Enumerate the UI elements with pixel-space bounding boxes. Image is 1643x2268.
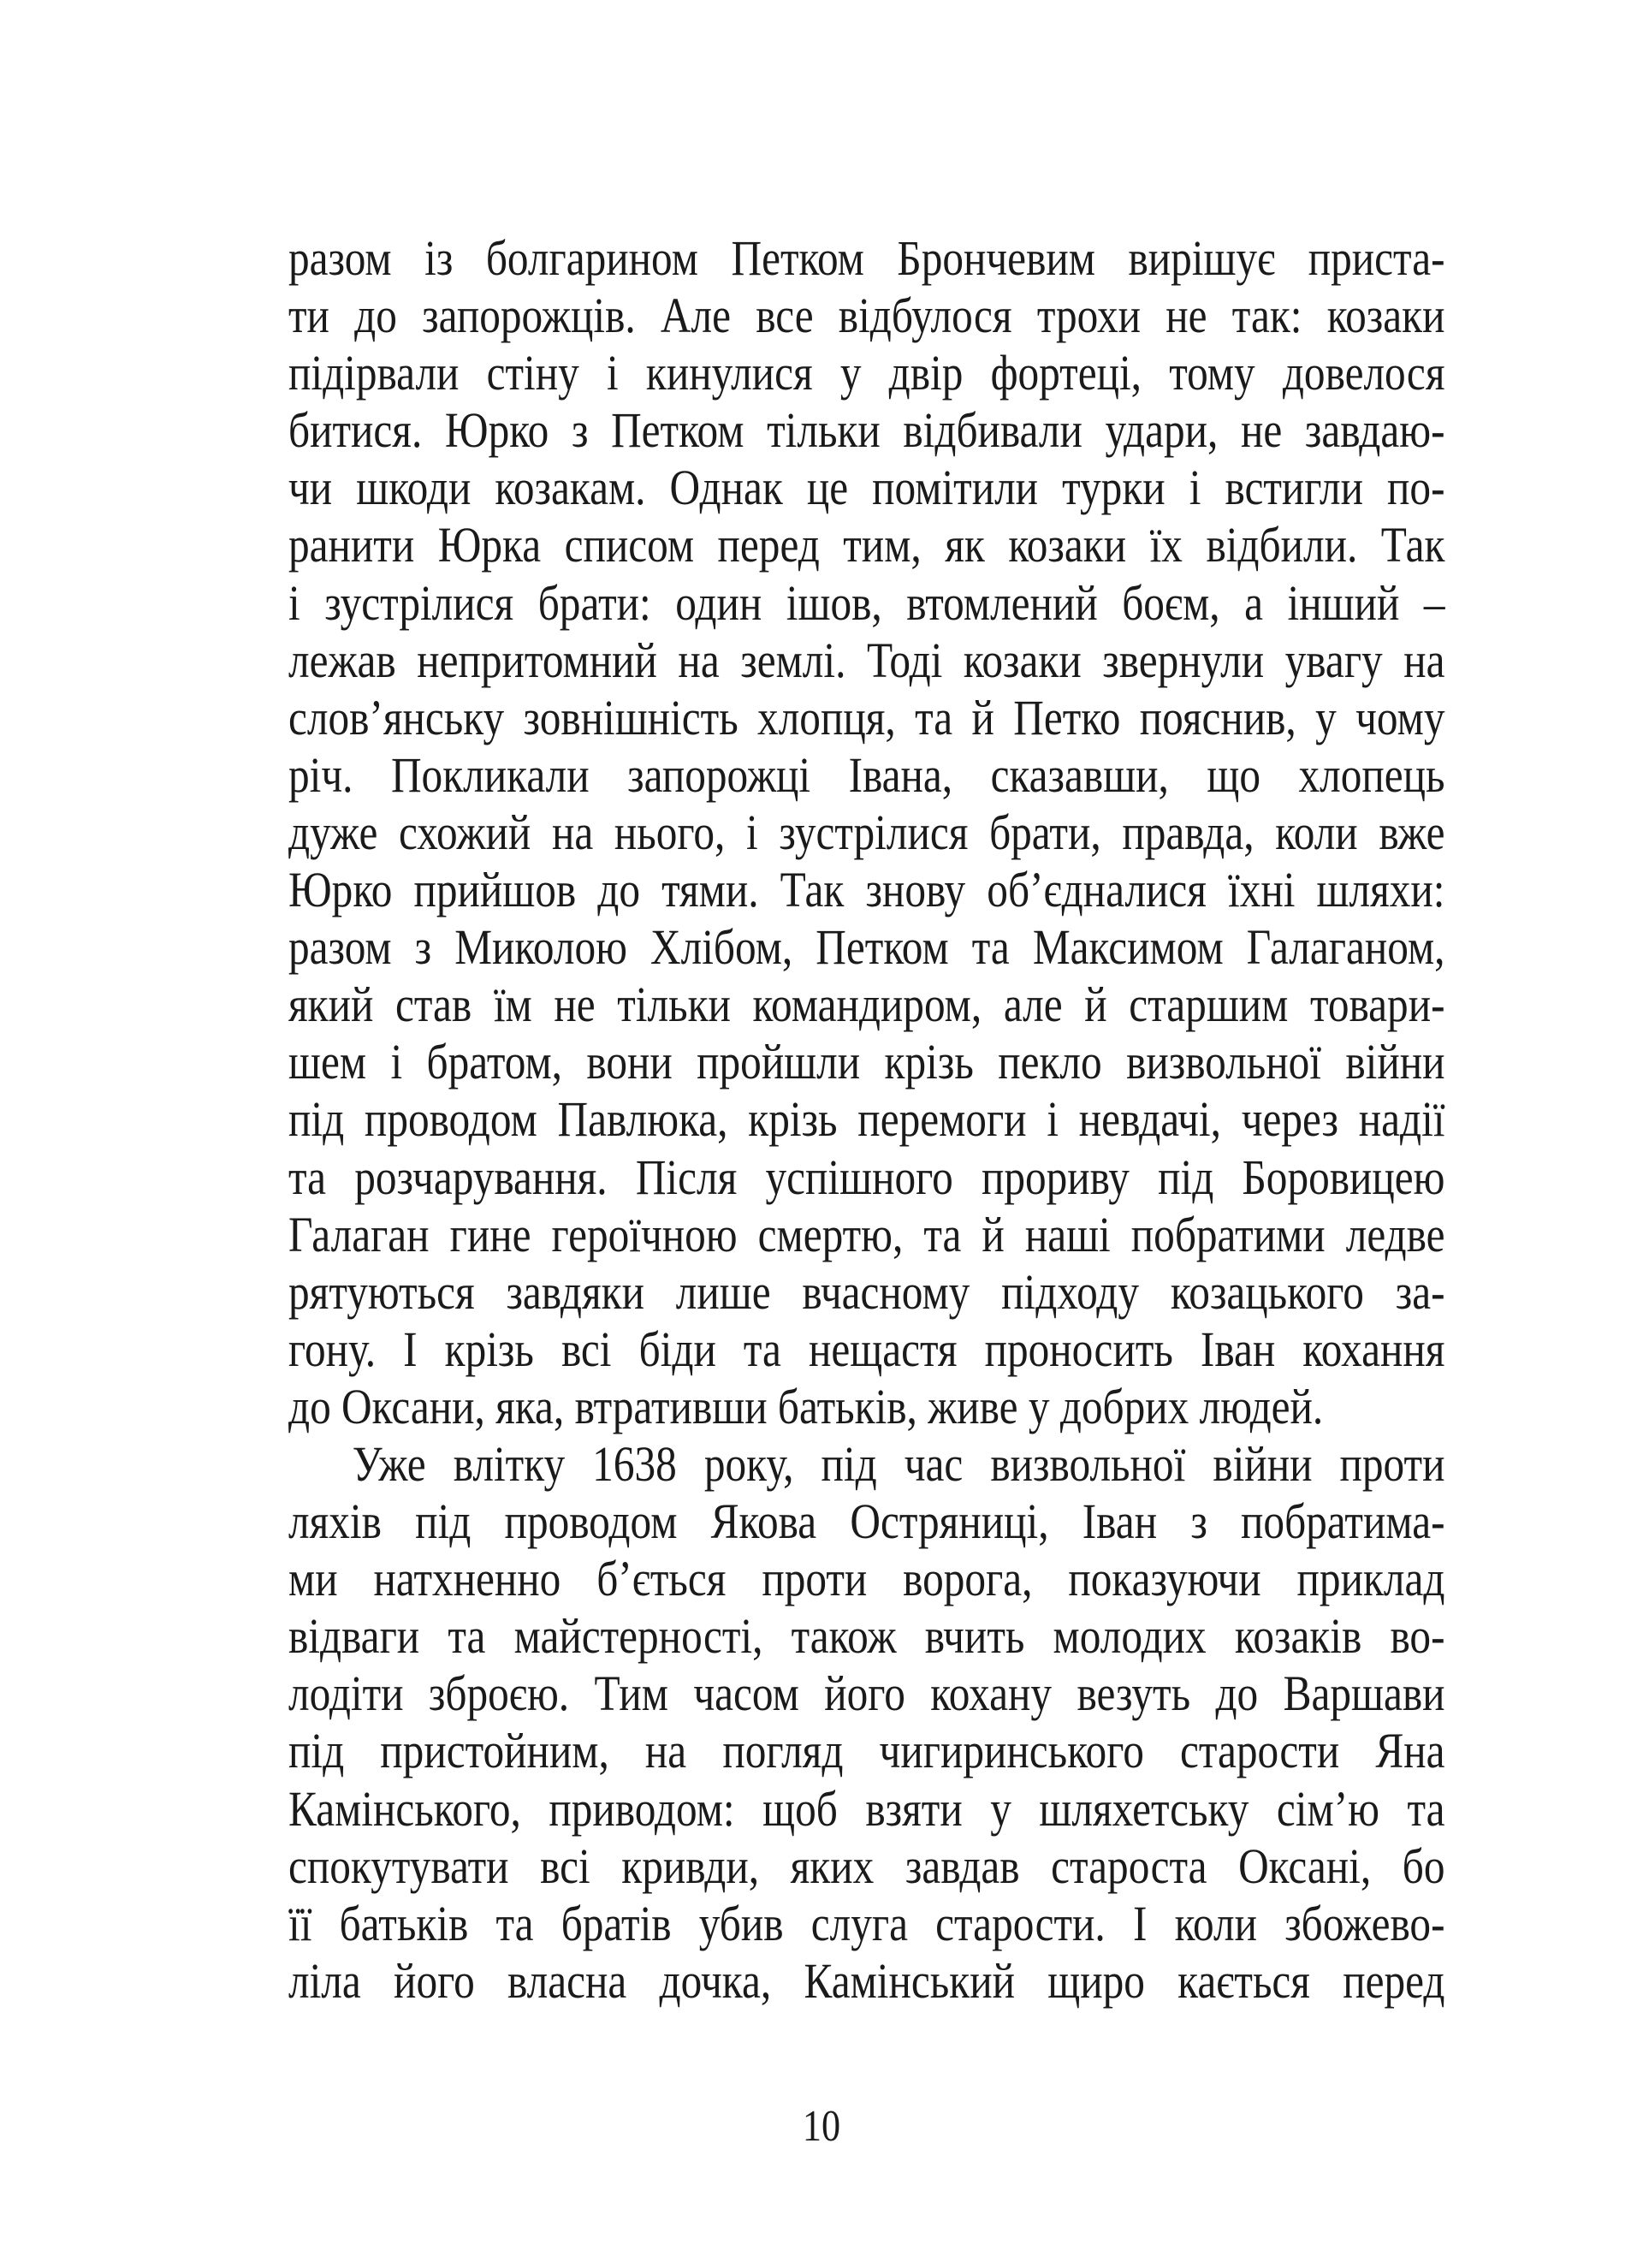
- text-line: разом з Миколою Хлібом, Петком та Максимом Галаганом,: [288, 919, 1445, 976]
- paragraph: [288, 1435, 1445, 2010]
- text-line: разом із болгарином Петком Брончевим вирішує приста-: [288, 230, 1445, 286]
- text-line: до Оксани, яка, втративши батьків, живе у добрих людей.: [288, 1378, 1324, 1434]
- text-line: під пристойним, на погляд чигиринського старости Яна: [288, 1723, 1445, 1779]
- text-line: Уже влітку 1638 року, під час визвольної війни проти: [352, 1435, 1445, 1492]
- text-line: ми натхненно б’ється проти ворога, показуючи приклад: [288, 1551, 1445, 1607]
- text-line: ліла його власна дочка, Камінський щиро кається перед: [288, 1952, 1445, 2009]
- text-line: і зустрілися брати: один ішов, втомлений боєм, а інший –: [288, 574, 1445, 631]
- text-line: Юрко прийшов до тями. Так знову об’єдналися їхні шляхи:: [288, 862, 1445, 918]
- text-line: битися. Юрко з Петком тільки відбивали удари, не завдаю-: [288, 402, 1445, 459]
- text-line: річ. Покликали запорожці Івана, сказавши, що хлопець: [288, 746, 1445, 803]
- text-line: відваги та майстерності, також вчить молодих козаків во-: [288, 1608, 1445, 1665]
- text-line: її батьків та братів убив слуга старости. І коли збожево-: [288, 1895, 1445, 1951]
- text-line: лежав непритомний на землі. Тоді козаки звернули увагу на: [288, 632, 1445, 688]
- text-line: слов’янську зовнішність хлопця, та й Петко пояснив, у чому: [288, 689, 1445, 745]
- text-line: Галаган гине героїчною смертю, та й наші побратими ледве: [288, 1206, 1445, 1262]
- text-line: ти до запорожців. Але все відбулося трохи не так: козаки: [288, 288, 1445, 344]
- text-line: під проводом Павлюка, крізь перемоги і невдачі, через надії: [288, 1091, 1445, 1148]
- page-number: 10: [802, 2102, 841, 2151]
- text-line: який став їм не тільки командиром, але й старшим товари-: [288, 977, 1445, 1033]
- text-line: та розчарування. Після успішного прориву під Боровицею: [288, 1149, 1445, 1205]
- text-line: шем і братом, вони пройшли крізь пекло визвольної війни: [288, 1034, 1445, 1090]
- text-line: рятуються завдяки лише вчасному підходу козацького за-: [288, 1263, 1445, 1320]
- text-line: гону. І крізь всі біди та нещастя проносить Іван кохання: [288, 1321, 1445, 1377]
- text-line: ляхів під проводом Якова Остряниці, Іван з побратима-: [288, 1493, 1445, 1550]
- text-line: ранити Юрка списом перед тим, як козаки їх відбили. Так: [288, 517, 1445, 573]
- text-line: підірвали стіну і кинулися у двір фортеці, тому довелося: [288, 345, 1445, 401]
- text-line: спокутувати всі кривди, яких завдав староста Оксані, бо: [288, 1838, 1445, 1894]
- text-line: дуже схожий на нього, і зустрілися брати, правда, коли вже: [288, 804, 1445, 860]
- text-line: Камінського, приводом: щоб взяти у шляхетську сім’ю та: [288, 1780, 1445, 1837]
- paragraph: [288, 229, 1445, 1435]
- body-text: [288, 229, 1445, 2010]
- text-line: лодіти зброєю. Тим часом його кохану везуть до Варшави: [288, 1665, 1445, 1722]
- text-line: чи шкоди козакам. Однак це помітили турки і встигли по-: [288, 460, 1445, 516]
